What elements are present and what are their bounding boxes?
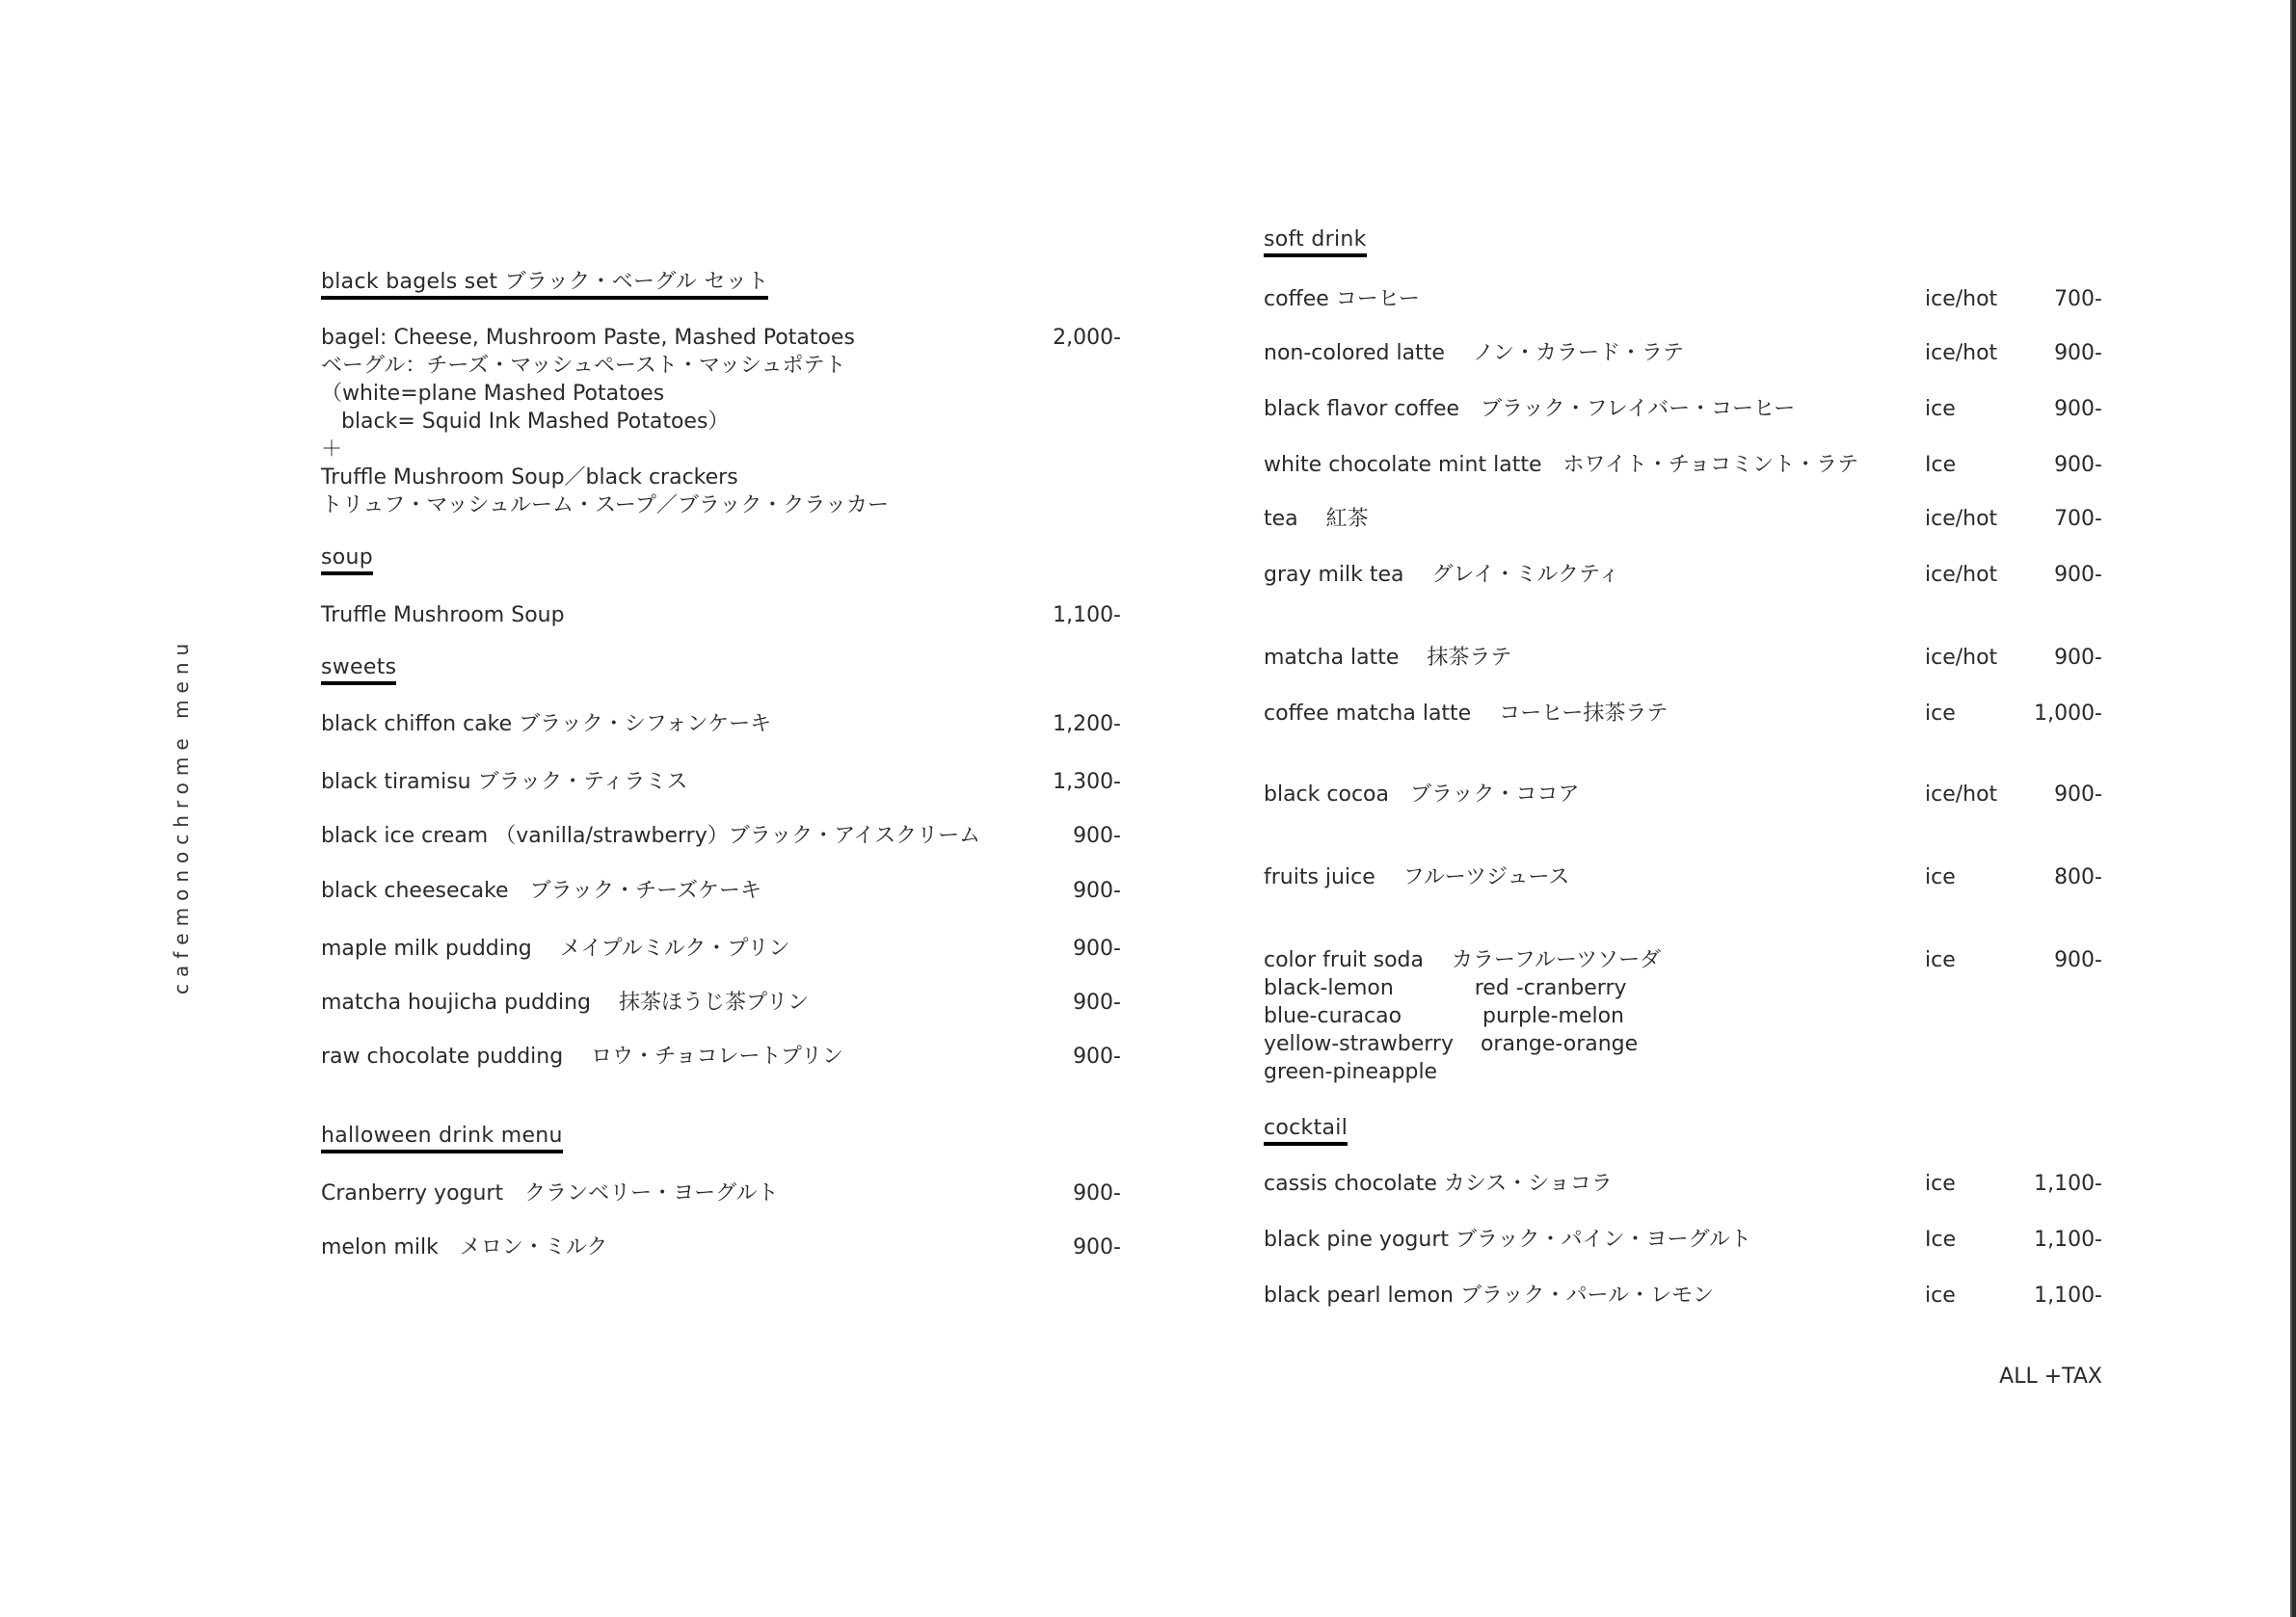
section-cocktail — [1264, 1116, 1348, 1146]
item-name: cassis chocolate カシス・ショコラ — [1264, 1172, 1613, 1196]
item-name: non-colored latte ノン・カラード・ラテ — [1264, 341, 1684, 365]
item-price: 1,100- — [1053, 603, 1121, 627]
item-name: black cocoa ブラック・ココア — [1264, 782, 1580, 807]
soda-flavor-line: blue-curacao purple-melon — [1264, 1004, 1624, 1028]
item-price: 900- — [2054, 782, 2102, 807]
bagels-set-item — [321, 324, 1121, 519]
item-temp: Ice — [1925, 1228, 1957, 1252]
section-title-bagels: black bagels set ブラック・ベーグル セット — [321, 270, 768, 300]
item-name: black cheesecake ブラック・チーズケーキ — [321, 879, 762, 903]
item-price: 900- — [1073, 824, 1121, 848]
menu-item — [321, 877, 1121, 905]
item-price: 900- — [1073, 879, 1121, 903]
item-name: black ice cream （vanilla/strawberry）ブラック・アイスクリーム — [321, 824, 981, 848]
bagels-line: （white=plane Mashed Potatoes — [321, 382, 665, 406]
item-price: 1,200- — [1053, 712, 1121, 736]
section-sweets — [321, 655, 396, 685]
section-title-sweets: sweets — [321, 655, 396, 685]
section-title-cocktail: cocktail — [1264, 1116, 1348, 1146]
menu-item — [1264, 339, 2102, 367]
section-bagels — [321, 270, 768, 300]
item-name: black tiramisu ブラック・ティラミス — [321, 770, 688, 794]
menu-item — [321, 1043, 1121, 1071]
menu-item — [1264, 781, 2102, 808]
item-temp: ice/hot — [1925, 782, 1998, 807]
menu-item — [321, 935, 1121, 963]
menu-item — [321, 601, 1121, 629]
item-name: matcha latte 抹茶ラテ — [1264, 646, 1512, 670]
menu-item — [1264, 700, 2102, 728]
bagels-line: black= Squid Ink Mashed Potatoes） — [321, 410, 730, 434]
menu-item — [1264, 395, 2102, 423]
menu-item — [321, 1180, 1121, 1207]
item-temp: ice/hot — [1925, 563, 1998, 587]
item-price: 900- — [1073, 991, 1121, 1015]
item-temp: ice — [1925, 865, 1956, 889]
item-price: 900- — [2054, 646, 2102, 670]
item-name: coffee matcha latte コーヒー抹茶ラテ — [1264, 702, 1669, 726]
menu-item — [321, 1233, 1121, 1261]
item-price: 1,000- — [2034, 702, 2102, 726]
item-name: Cranberry yogurt クランベリー・ヨーグルト — [321, 1181, 779, 1206]
item-price: 700- — [2054, 287, 2102, 311]
item-name: fruits juice フルーツジュース — [1264, 865, 1570, 889]
bagels-price: 2,000- — [1053, 326, 1121, 350]
soda-flavor-list — [1264, 974, 1638, 1086]
menu-item — [1264, 505, 2102, 533]
item-temp: ice/hot — [1925, 646, 1998, 670]
bagels-line: ＋ — [321, 437, 343, 462]
menu-item — [1264, 644, 2102, 672]
item-name: tea 紅茶 — [1264, 507, 1369, 531]
item-price: 900- — [2054, 563, 2102, 587]
item-price: 700- — [2054, 507, 2102, 531]
item-temp: ice/hot — [1925, 341, 1998, 365]
section-soup — [321, 545, 373, 575]
item-price: 900- — [2054, 948, 2102, 972]
item-name: Truffle Mushroom Soup — [321, 603, 565, 627]
page-edge-border — [2290, 0, 2296, 1617]
section-soft-drink — [1264, 227, 1367, 257]
bagels-line: トリュフ・マッシュルーム・スープ／ブラック・クラッカー — [321, 493, 889, 517]
menu-item — [1264, 1282, 2102, 1310]
bagels-description — [321, 324, 1121, 519]
item-name: gray milk tea グレイ・ミルクティ — [1264, 563, 1620, 587]
item-name: melon milk メロン・ミルク — [321, 1235, 608, 1259]
item-name: black flavor coffee ブラック・フレイバー・コーヒー — [1264, 397, 1796, 421]
item-price: 900- — [2054, 341, 2102, 365]
side-title: cafemonochrome menu — [170, 636, 193, 994]
soda-flavor-line: green-pineapple — [1264, 1060, 1438, 1084]
item-temp: Ice — [1925, 453, 1957, 477]
soda-flavor-line: yellow-strawberry orange-orange — [1264, 1032, 1639, 1056]
tax-note: ALL +TAX — [1999, 1365, 2102, 1389]
menu-item — [1264, 1226, 2102, 1254]
item-name: white chocolate mint latte ホワイト・チョコミント・ラテ — [1264, 453, 1859, 477]
item-price: 900- — [2054, 453, 2102, 477]
bagels-line: bagel: Cheese, Mushroom Paste, Mashed Potatoes — [321, 326, 855, 350]
menu-item — [1264, 561, 2102, 589]
menu-item — [321, 710, 1121, 738]
section-title-soft-drink: soft drink — [1264, 227, 1367, 257]
menu-item — [321, 822, 1121, 850]
item-name: matcha houjicha pudding 抹茶ほうじ茶プリン — [321, 991, 810, 1015]
right-column — [1264, 227, 2102, 1403]
item-temp: ice — [1925, 1284, 1956, 1308]
item-price: 900- — [1073, 1235, 1121, 1259]
bagels-line: Truffle Mushroom Soup／black crackers — [321, 465, 738, 490]
item-temp: ice — [1925, 948, 1956, 972]
item-name: coffee コーヒー — [1264, 287, 1420, 311]
section-halloween — [321, 1124, 563, 1153]
item-price: 1,300- — [1053, 770, 1121, 794]
item-price: 1,100- — [2034, 1284, 2102, 1308]
soda-flavor-line: black-lemon red -cranberry — [1264, 976, 1627, 1000]
item-temp: ice — [1925, 397, 1956, 421]
menu-item — [1264, 451, 2102, 479]
section-title-halloween: halloween drink menu — [321, 1124, 563, 1153]
item-temp: ice/hot — [1925, 287, 1998, 311]
item-name: color fruit soda カラーフルーツソーダ — [1264, 948, 1662, 972]
menu-item — [321, 768, 1121, 796]
item-price: 1,100- — [2034, 1172, 2102, 1196]
item-price: 900- — [1073, 937, 1121, 961]
menu-item — [1264, 1170, 2102, 1198]
menu-item — [1264, 285, 2102, 313]
item-name: black chiffon cake ブラック・シフォンケーキ — [321, 712, 772, 736]
item-price: 800- — [2054, 865, 2102, 889]
item-temp: ice/hot — [1925, 507, 1998, 531]
menu-item — [1264, 863, 2102, 891]
item-price: 1,100- — [2034, 1228, 2102, 1252]
item-price: 900- — [1073, 1045, 1121, 1069]
item-temp: ice — [1925, 702, 1956, 726]
menu-item — [321, 989, 1121, 1017]
menu-item — [1264, 946, 2102, 974]
item-name: black pearl lemon ブラック・パール・レモン — [1264, 1284, 1715, 1308]
item-price: 900- — [2054, 397, 2102, 421]
item-name: maple milk pudding メイプルミルク・プリン — [321, 937, 790, 961]
left-column — [321, 270, 1121, 1282]
bagels-line: ベーグル：チーズ・マッシュペースト・マッシュポテト — [321, 354, 846, 378]
item-name: raw chocolate pudding ロウ・チョコレートプリン — [321, 1045, 843, 1069]
section-title-soup: soup — [321, 545, 373, 575]
item-name: black pine yogurt ブラック・パイン・ヨーグルト — [1264, 1228, 1751, 1252]
item-price: 900- — [1073, 1181, 1121, 1206]
item-temp: ice — [1925, 1172, 1956, 1196]
